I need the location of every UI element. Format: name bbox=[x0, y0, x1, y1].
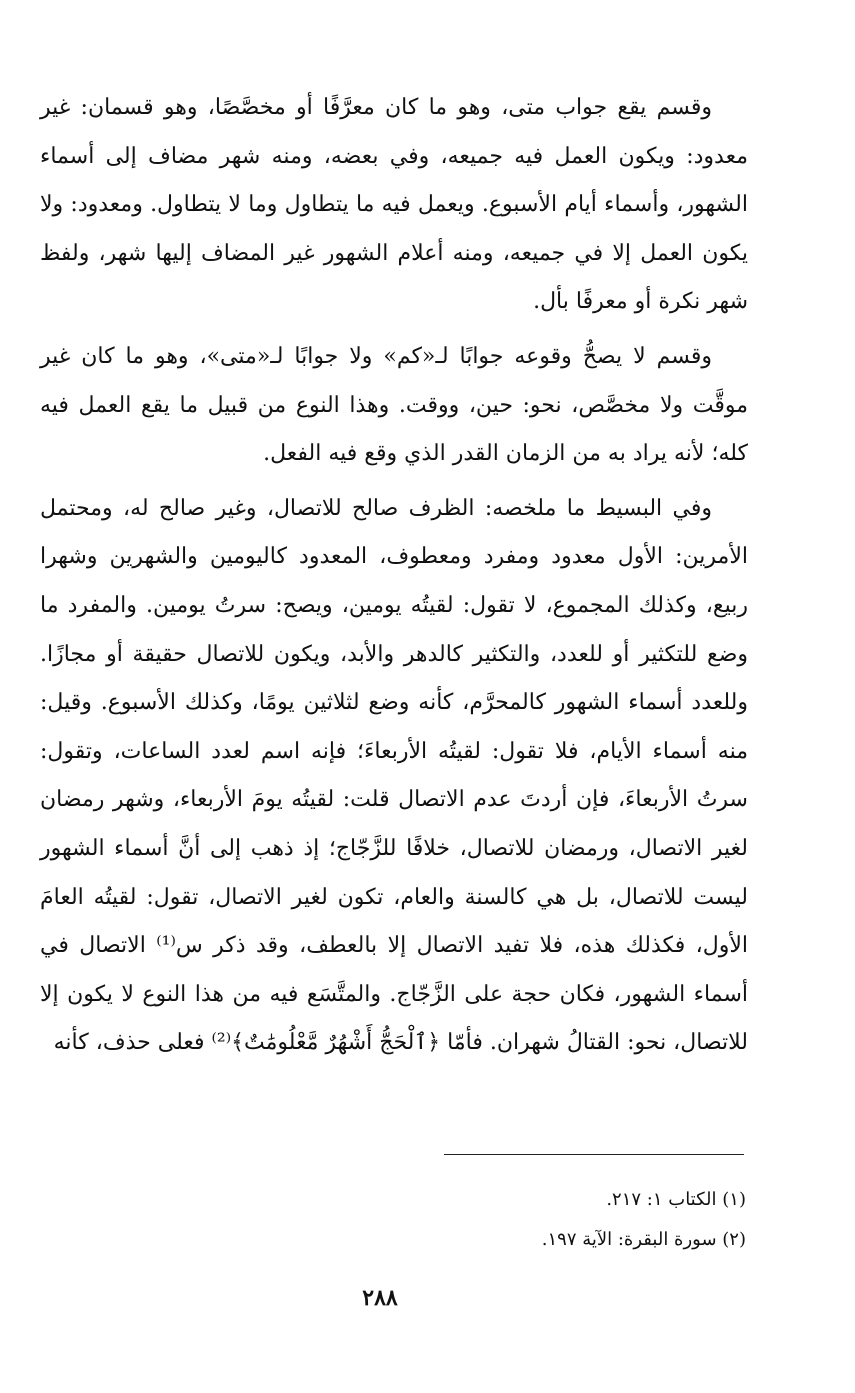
paragraph-2: وقسم لا يصحُّ وقوعه جوابًا لـ«كم» ولا جوابًا لـ«متى»، وهو ما كان غير موقَّت ولا مخصَّص، نحو: حين، ووقت. وهذا النوع من قبيل ما يقع العمل فيه كله؛ لأنه يراد به من الزمان القدر الذي وقع فيه الفعل. bbox=[40, 343, 748, 467]
page-number: ٢٨٨ bbox=[362, 1285, 398, 1311]
paragraph-1: وقسم يقع جواب متى، وهو ما كان معرَّفًا أو مخصَّصًا، وهو قسمان: غير معدود: ويكون العمل فيه جميعه، وفي بعضه، ومنه شهر مضاف إلى أسماء الشهور، وأسماء أيام الأسبوع. ويعمل فيه ما يتطاول وما لا يتطاول. ومعدود: ولا يكون العمل إلا في جميعه، ومنه أعلام الشهور غير المضاف إليها شهر، ولفظ شهر نكرة أو معرفًا بأل. bbox=[40, 95, 748, 315]
paragraph-3: وفي البسيط ما ملخصه: الظرف صالح للاتصال، وغير صالح له، ومحتمل الأمرين: الأول معدود ومفرد ومعطوف، المعدود كاليومين والشهرين وشهرا ربيع، وكذلك المجموع، لا تقول: لقيتُه يومين، ويصح: سرتُ يومين. والمفرد ما وضع للتكثير أو للعدد، والتكثير كالدهر والأبد، ويكون للاتصال حقيقة أو مجازًا. وللعدد أسماء الشهور كالمحرَّم، كأنه وضع لثلاثين يومًا، وكذلك الأسبوع. وقيل: منه أسماء الأيام، فلا تقول: لقيتُه الأربعاءَ؛ فإنه اسم لعدد الساعات، وتقول: سرتُ الأربعاءَ، فإن أردتَ عدم الاتصال قلت: لقيتُه يومَ الأربعاء، وشهر رمضان لغير الاتصال، ورمضان للاتصال، خلافًا للزَّجّاج؛ إذ ذهب إلى أنَّ أسماء الشهور ليست للاتصال، بل هي كالسنة والعام، تكون لغير الاتصال، تقول: لقيتُه العامَ الأول، فكذلك هذه، فلا تفيد الاتصال إلا بالعطف، وقد ذكر س⁽¹⁾ الاتصال في أسماء الشهور، فكان حجة على الزَّجّاج. والمتَّسَع فيه من هذا النوع لا يكون إلا للاتصال، نحو: القتالُ شهران. فأمّا ﴿ٱلْحَجُّ أَشْهُرٌ مَّعْلُومَٰتٌ﴾⁽²⁾ فعلى حذف، كأنه bbox=[40, 495, 748, 1056]
footnote-1: (١) الكتاب ١: ٢١٧. bbox=[606, 1189, 746, 1210]
footnote-separator bbox=[444, 1154, 744, 1155]
main-text bbox=[40, 84, 748, 1074]
footnotes bbox=[440, 1180, 746, 1260]
footnote-2: (٢) سورة البقرة: الآية ١٩٧. bbox=[541, 1229, 746, 1250]
